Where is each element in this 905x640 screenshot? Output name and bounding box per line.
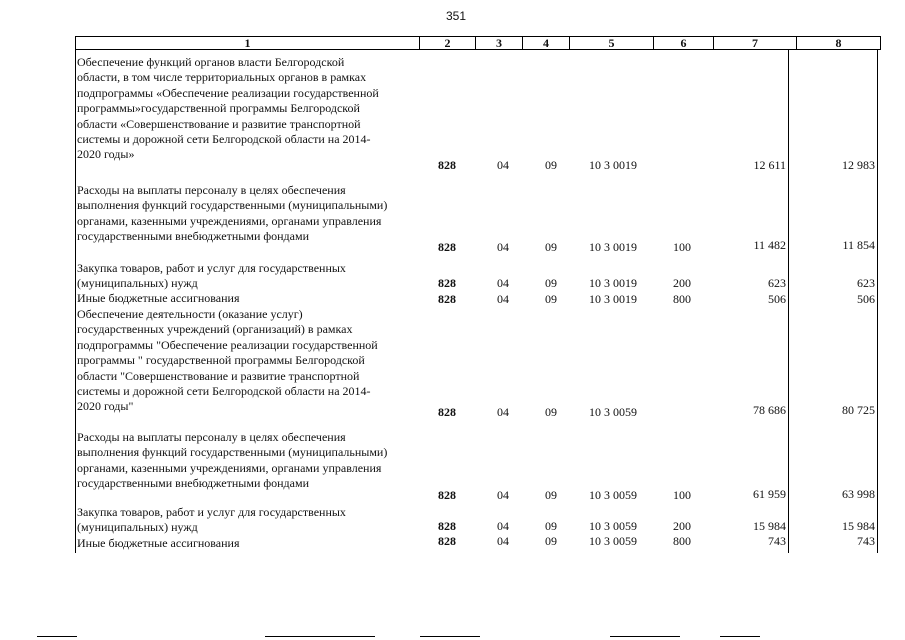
cell-col5: 10 3 0059 [589,488,637,502]
cell-col6: 100 [673,240,691,254]
cell-col2: 828 [438,158,456,172]
scan-mark [265,636,375,637]
cell-col5: 10 3 0059 [589,405,637,419]
header-col-6: 6 [654,36,714,50]
cell-col5: 10 3 0019 [589,240,637,254]
page-number: 351 [445,9,467,23]
cell-col8: 506 [857,292,875,306]
cell-col7: 78 686 [753,403,786,417]
cell-col5: 10 3 0019 [589,276,637,290]
header-col-2: 2 [420,36,476,50]
row-description: Обеспечение деятельности (оказание услуг) государственных учреждений (организаций) в рамках подпрограммы "Обеспечение реализации государственной программы " государственной программы Белгородской области "Совершенствование и развитие транспортной системы и дорожной сети Белгородской области на 2014- 2020 годы" [77,307,378,414]
header-col-7: 7 [714,36,797,50]
cell-col2: 828 [438,292,456,306]
cell-col4: 09 [545,519,557,533]
cell-col4: 09 [545,158,557,172]
row-description: Закупка товаров, работ и услуг для государственных (муниципальных) нужд [77,505,346,535]
row-description: Обеспечение функций органов власти Белгородской области, в том числе территориальных органов в рамках подпрограммы «Обеспечение реализации государственной программы»государственной программы Белгородской области «Совершенствование и развитие транспортной системы и дорожной сети Белгородской области на 2014- 2020 годы» [77,55,379,162]
cell-col8: 623 [857,276,875,290]
cell-col8: 12 983 [842,158,875,172]
cell-col7: 506 [768,292,786,306]
cell-col4: 09 [545,276,557,290]
scan-mark [610,636,680,637]
cell-col3: 04 [497,292,509,306]
cell-col6: 200 [673,519,691,533]
cell-col8: 80 725 [842,403,875,417]
cell-col3: 04 [497,519,509,533]
cell-col7: 623 [768,276,786,290]
cell-col7: 15 984 [753,519,786,533]
table-header [75,36,881,50]
cell-col4: 09 [545,292,557,306]
scan-mark [420,636,480,637]
header-col-8: 8 [797,36,881,50]
cell-col3: 04 [497,534,509,548]
cell-col2: 828 [438,240,456,254]
cell-col3: 04 [497,405,509,419]
cell-col7: 743 [768,534,786,548]
cell-col4: 09 [545,534,557,548]
cell-col2: 828 [438,534,456,548]
header-col-4: 4 [523,36,570,50]
scan-mark [720,636,760,637]
cell-col8: 63 998 [842,487,875,501]
data-table [75,50,878,553]
cell-col4: 09 [545,488,557,502]
cell-col2: 828 [438,405,456,419]
cell-col4: 09 [545,240,557,254]
cell-col3: 04 [497,240,509,254]
cell-col5: 10 3 0019 [589,292,637,306]
header-col-3: 3 [476,36,523,50]
table-left-border [75,50,76,553]
cell-col6: 800 [673,534,691,548]
cell-col3: 04 [497,276,509,290]
row-description: Иные бюджетные ассигнования [77,291,240,305]
cell-col8: 743 [857,534,875,548]
cell-col7: 61 959 [753,487,786,501]
row-description: Расходы на выплаты персоналу в целях обеспечения выполнения функций государственными (муниципальными) органами, казенными учреждениями, органами управления государственными внебюджетными фондами [77,183,388,244]
cell-col2: 828 [438,488,456,502]
cell-col6: 100 [673,488,691,502]
row-description: Расходы на выплаты персоналу в целях обеспечения выполнения функций государственными (муниципальными) органами, казенными учреждениями, органами управления государственными внебюджетными фондами [77,430,388,491]
header-col-1: 1 [75,36,420,50]
cell-col5: 10 3 0059 [589,519,637,533]
cell-col7: 11 482 [753,238,786,252]
cell-col8: 11 854 [842,238,875,252]
header-col-5: 5 [570,36,654,50]
cell-col3: 04 [497,488,509,502]
cell-col2: 828 [438,519,456,533]
cell-col2: 828 [438,276,456,290]
cell-col5: 10 3 0059 [589,534,637,548]
cell-col7: 12 611 [753,158,786,172]
scan-mark [37,636,77,637]
cell-col5: 10 3 0019 [589,158,637,172]
cell-col6: 800 [673,292,691,306]
row-description: Иные бюджетные ассигнования [77,536,240,550]
table-right-border [877,50,878,553]
cell-col3: 04 [497,158,509,172]
cell-col6: 200 [673,276,691,290]
cell-col4: 09 [545,405,557,419]
cell-col8: 15 984 [842,519,875,533]
row-description: Закупка товаров, работ и услуг для государственных (муниципальных) нужд [77,261,346,291]
